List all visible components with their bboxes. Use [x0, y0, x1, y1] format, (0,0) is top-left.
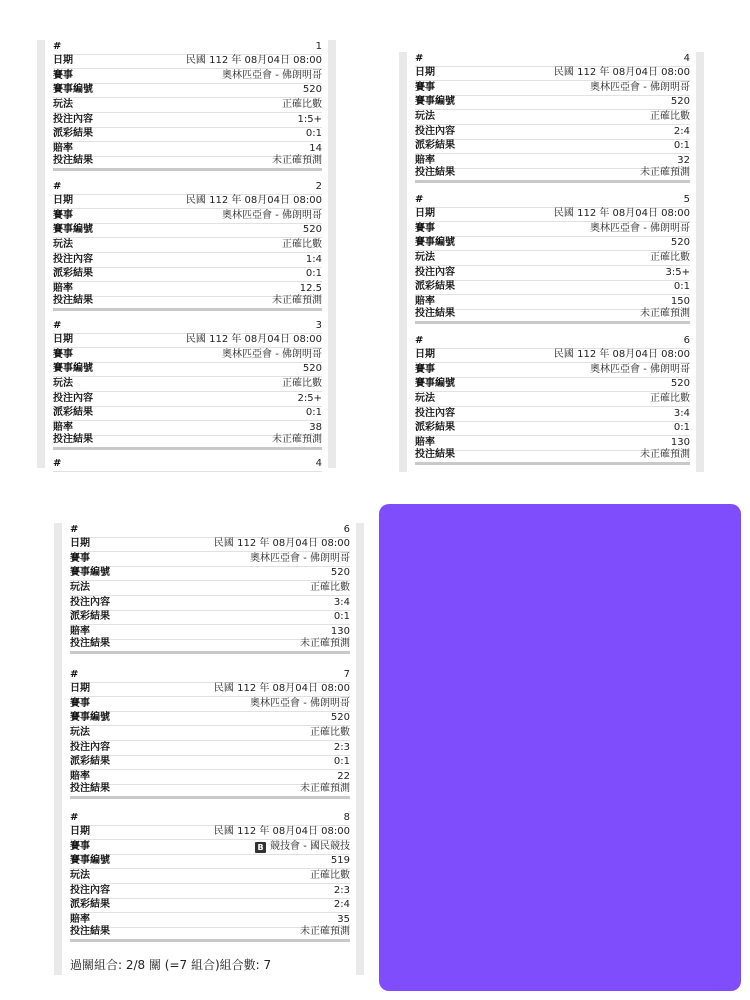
ticket-row-payout-result — [53, 128, 322, 143]
ticket-row-event-id — [70, 855, 350, 870]
row-value: 2:4 — [673, 125, 690, 137]
ticket-card — [70, 811, 350, 942]
ticket-row-payout-result — [70, 899, 350, 914]
ticket-row-index — [53, 40, 322, 55]
screenshot-panel-a — [37, 40, 336, 468]
ticket-row-index — [415, 52, 690, 67]
ticket-row-date — [70, 683, 350, 698]
ticket-row-event — [415, 222, 690, 237]
row-label: 投注內容 — [415, 407, 455, 419]
row-value: 8 — [343, 811, 350, 823]
ticket-row-event — [70, 840, 350, 855]
row-label: 賽事編號 — [53, 84, 93, 96]
ticket-row-event-id — [53, 84, 322, 99]
ticket-card — [70, 668, 350, 799]
ticket-row-bet-result — [53, 297, 322, 312]
row-value: 3 — [315, 319, 322, 331]
row-label: # — [53, 457, 62, 469]
row-label: 日期 — [70, 826, 90, 838]
ticket-row-bet-content — [415, 407, 690, 422]
row-label: 投注結果 — [53, 155, 93, 167]
row-label: 投注內容 — [53, 253, 93, 265]
ticket-row-bet-result — [415, 169, 690, 184]
row-label: 投注內容 — [415, 266, 455, 278]
row-label: 投注結果 — [53, 295, 93, 307]
row-value: 520 — [670, 378, 690, 390]
row-label: 日期 — [70, 683, 90, 695]
row-value: 正確比數 — [650, 110, 690, 122]
row-value: 正確比數 — [650, 392, 690, 404]
ticket-row-index — [70, 811, 350, 826]
row-label: 投注結果 — [415, 449, 455, 461]
ticket-row-bet-result — [415, 310, 690, 325]
row-label: 賽事 — [53, 348, 73, 360]
row-label: 賽事編號 — [53, 224, 93, 236]
ticket-card — [415, 334, 690, 465]
row-label: 派彩結果 — [70, 611, 110, 623]
row-value: 520 — [302, 84, 322, 96]
row-value: 3:4 — [333, 596, 350, 608]
row-value: 0:1 — [673, 422, 690, 434]
row-value: 0:1 — [305, 128, 322, 140]
row-label: 賠率 — [53, 421, 73, 433]
ticket-row-bet-content — [70, 741, 350, 756]
row-label: # — [70, 668, 79, 680]
row-value — [255, 841, 350, 853]
row-label: # — [70, 811, 79, 823]
row-value: 0:1 — [305, 407, 322, 419]
row-label: 玩法 — [70, 581, 90, 593]
purple-panel — [379, 504, 741, 991]
ticket-row-payout-result — [53, 268, 322, 283]
row-label: # — [70, 523, 79, 535]
row-label: 賽事 — [70, 697, 90, 709]
row-value: 520 — [670, 96, 690, 108]
row-label: 日期 — [415, 349, 435, 361]
ticket-row-index — [70, 523, 350, 538]
row-value: 1 — [315, 40, 322, 52]
ticket-row-bet-result — [53, 436, 322, 451]
row-label: 賽事編號 — [70, 712, 110, 724]
ticket-row-date — [415, 349, 690, 364]
row-value: 38 — [309, 421, 322, 433]
row-value: 未正確預測 — [640, 167, 690, 179]
ticket-row-bet-result — [70, 785, 350, 800]
row-label: 賠率 — [53, 142, 73, 154]
row-label: 玩法 — [53, 238, 73, 250]
ticket-row-date — [70, 826, 350, 841]
ticket-row-date — [53, 55, 322, 70]
row-value: 520 — [330, 567, 350, 579]
row-value: 奧林匹亞會 - 佛朗明哥 — [250, 552, 350, 564]
ticket-card — [53, 40, 322, 171]
screenshot-panel-b — [399, 52, 704, 472]
row-value: 519 — [330, 855, 350, 867]
row-label: 日期 — [53, 55, 73, 67]
row-value: 2:4 — [333, 899, 350, 911]
row-label: 日期 — [415, 67, 435, 79]
ticket-row-date — [415, 208, 690, 223]
row-value: 4 — [683, 52, 690, 64]
row-label: 賽事 — [70, 840, 90, 852]
row-value: 民國 112 年 08月04日 08:00 — [213, 826, 350, 838]
ticket-row-payout-result — [415, 140, 690, 155]
row-label: 玩法 — [415, 392, 435, 404]
ticket-row-index — [53, 319, 322, 334]
panel-c-left-edge — [54, 523, 62, 975]
row-value: 未正確預測 — [300, 638, 350, 650]
ticket-row-event-id — [415, 96, 690, 111]
row-value: 奧林匹亞會 - 佛朗明哥 — [222, 69, 322, 81]
row-label: 投注結果 — [70, 783, 110, 795]
ticket-row-event-id — [415, 237, 690, 252]
row-value: 4 — [315, 457, 322, 469]
row-label: 投注內容 — [70, 596, 110, 608]
row-label: 日期 — [415, 208, 435, 220]
ticket-row-play-type — [53, 238, 322, 253]
ticket-row-index — [70, 668, 350, 683]
row-value: 未正確預測 — [300, 783, 350, 795]
row-value: 未正確預測 — [272, 434, 322, 446]
row-value: 5 — [683, 193, 690, 205]
row-value: 3:5+ — [665, 266, 690, 278]
row-label: 賽事 — [415, 222, 435, 234]
row-value: 22 — [337, 770, 350, 782]
row-value: 1:4 — [305, 253, 322, 265]
panel-c-right-edge — [356, 523, 364, 975]
panel-a-left-edge — [37, 40, 45, 468]
row-label: 賠率 — [70, 913, 90, 925]
row-value: 0:1 — [333, 611, 350, 623]
row-value: 3:4 — [673, 407, 690, 419]
row-value: 奧林匹亞會 - 佛朗明哥 — [590, 81, 690, 93]
ticket-row-payout-result — [415, 422, 690, 437]
row-value: 520 — [670, 237, 690, 249]
row-label: 賠率 — [70, 770, 90, 782]
row-label: 派彩結果 — [415, 140, 455, 152]
ticket-row-bet-content — [70, 596, 350, 611]
row-value: 0:1 — [673, 140, 690, 152]
row-value: 民國 112 年 08月04日 08:00 — [185, 334, 322, 346]
ticket-row-event — [53, 69, 322, 84]
row-value: 6 — [343, 523, 350, 535]
row-label: 投注內容 — [53, 392, 93, 404]
row-value: 未正確預測 — [300, 926, 350, 938]
row-label: 投注結果 — [53, 434, 93, 446]
row-label: # — [415, 334, 424, 346]
row-label: 賠率 — [53, 282, 73, 294]
row-label: 玩法 — [70, 869, 90, 881]
ticket-row-event — [53, 209, 322, 224]
ticket-row-play-type — [70, 726, 350, 741]
row-label: 賠率 — [415, 154, 435, 166]
row-label: 玩法 — [53, 377, 73, 389]
row-label: 賠率 — [415, 436, 435, 448]
row-value: 正確比數 — [282, 98, 322, 110]
row-label: 賽事 — [415, 81, 435, 93]
row-value: 未正確預測 — [272, 295, 322, 307]
ticket-card — [415, 52, 690, 183]
ticket-row-bet-result — [70, 640, 350, 655]
row-label: 投注結果 — [70, 926, 110, 938]
ticket-row-bet-content — [415, 125, 690, 140]
row-label: # — [53, 180, 62, 192]
row-label: 玩法 — [415, 251, 435, 263]
ticket-row-date — [415, 67, 690, 82]
row-label: # — [415, 193, 424, 205]
row-value: 未正確預測 — [272, 155, 322, 167]
row-value: 0:1 — [305, 268, 322, 280]
row-label: 派彩結果 — [53, 268, 93, 280]
ticket-row-bet-content — [70, 884, 350, 899]
row-value: 2:3 — [333, 741, 350, 753]
row-label: # — [53, 40, 62, 52]
row-value: 520 — [302, 363, 322, 375]
ticket-row-bet-content — [415, 266, 690, 281]
row-value: 0:1 — [673, 281, 690, 293]
ticket-row-index — [415, 193, 690, 208]
row-value: 1:5+ — [297, 113, 322, 125]
ticket-row-event — [415, 363, 690, 378]
row-value: 520 — [302, 224, 322, 236]
ticket-row-event-id — [53, 363, 322, 378]
row-label: 派彩結果 — [415, 422, 455, 434]
ticket-row-event — [70, 697, 350, 712]
ticket-row-event-id — [70, 567, 350, 582]
row-value: 民國 112 年 08月04日 08:00 — [213, 538, 350, 550]
row-value: 32 — [677, 154, 690, 166]
ticket-card — [53, 319, 322, 450]
ticket-row-index — [415, 334, 690, 349]
ticket-row-bet-content — [53, 113, 322, 128]
row-value: 正確比數 — [282, 238, 322, 250]
ticket-row-event-id — [53, 224, 322, 239]
row-label: 賽事編號 — [70, 855, 110, 867]
row-value: 奧林匹亞會 - 佛朗明哥 — [222, 348, 322, 360]
ticket-row-payout-result — [70, 611, 350, 626]
row-label: 派彩結果 — [70, 899, 110, 911]
ticket-row-bet-result — [415, 451, 690, 466]
ticket-row-play-type — [415, 110, 690, 125]
row-value: 奧林匹亞會 - 佛朗明哥 — [250, 697, 350, 709]
row-value: 7 — [343, 668, 350, 680]
ticket-row-play-type — [415, 251, 690, 266]
row-label: 賽事編號 — [415, 96, 455, 108]
ticket-card — [53, 180, 322, 311]
row-label: 玩法 — [70, 726, 90, 738]
row-value: 0:1 — [333, 756, 350, 768]
row-value: 正確比數 — [282, 377, 322, 389]
ticket-row-date — [53, 334, 322, 349]
row-label: 派彩結果 — [415, 281, 455, 293]
row-value: 未正確預測 — [640, 308, 690, 320]
row-label: 派彩結果 — [53, 128, 93, 140]
ticket-row-payout-result — [70, 756, 350, 771]
ticket-row-payout-result — [53, 407, 322, 422]
ticket-row-play-type — [70, 581, 350, 596]
league-badge-icon: B — [255, 842, 266, 853]
row-value: 14 — [309, 142, 322, 154]
ticket-row-date — [53, 195, 322, 210]
row-value: 35 — [337, 913, 350, 925]
ticket-row-payout-result — [415, 281, 690, 296]
row-value: 130 — [670, 436, 690, 448]
row-label: 賽事編號 — [53, 363, 93, 375]
row-value: 2:3 — [333, 884, 350, 896]
row-label: # — [53, 319, 62, 331]
row-label: # — [415, 52, 424, 64]
row-value: 奧林匹亞會 - 佛朗明哥 — [222, 209, 322, 221]
row-label: 投注內容 — [70, 741, 110, 753]
ticket-row-event — [415, 81, 690, 96]
row-label: 賽事 — [53, 209, 73, 221]
screenshot-panel-c — [54, 523, 364, 975]
row-value: 2:5+ — [297, 392, 322, 404]
row-label: 賽事編號 — [70, 567, 110, 579]
ticket-card — [415, 193, 690, 324]
row-label: 日期 — [70, 538, 90, 550]
row-value: 民國 112 年 08月04日 08:00 — [213, 683, 350, 695]
panel-b-left-edge — [399, 52, 407, 472]
ticket-row-play-type — [53, 98, 322, 113]
ticket-row-event-id — [70, 712, 350, 727]
row-value: 12.5 — [299, 282, 322, 294]
panel-a-right-edge — [328, 40, 336, 468]
row-value: 150 — [670, 295, 690, 307]
row-value: 奧林匹亞會 - 佛朗明哥 — [590, 222, 690, 234]
row-value: 6 — [683, 334, 690, 346]
row-label: 投注結果 — [70, 638, 110, 650]
row-value: 民國 112 年 08月04日 08:00 — [553, 349, 690, 361]
ticket-row-event — [70, 552, 350, 567]
row-value: 正確比數 — [310, 726, 350, 738]
ticket-row-play-type — [415, 392, 690, 407]
row-label: 玩法 — [415, 110, 435, 122]
row-label: 賽事 — [70, 552, 90, 564]
parlay-summary: 過關組合: 2/8 關 (=7 組合)組合數: 7 — [70, 958, 272, 972]
row-label: 投注內容 — [53, 113, 93, 125]
panel-b-right-edge — [696, 52, 704, 472]
row-label: 賠率 — [415, 295, 435, 307]
row-label: 派彩結果 — [70, 756, 110, 768]
ticket-card — [70, 523, 350, 654]
row-value: 正確比數 — [310, 581, 350, 593]
row-label: 賠率 — [70, 625, 90, 637]
ticket-row-bet-result — [70, 928, 350, 943]
row-value: 130 — [330, 625, 350, 637]
event-name: 競技會 - 國民競技 — [270, 840, 350, 852]
ticket-row-play-type — [70, 869, 350, 884]
row-label: 投注內容 — [70, 884, 110, 896]
row-value: 民國 112 年 08月04日 08:00 — [553, 67, 690, 79]
row-value: 正確比數 — [650, 251, 690, 263]
row-value: 民國 112 年 08月04日 08:00 — [185, 195, 322, 207]
ticket-row-index — [53, 457, 322, 472]
ticket-row-event — [53, 348, 322, 363]
row-value: 2 — [315, 180, 322, 192]
ticket-row-event-id — [415, 378, 690, 393]
ticket-row-bet-result — [53, 157, 322, 172]
ticket-row-bet-content — [53, 253, 322, 268]
ticket-row-date — [70, 538, 350, 553]
row-label: 玩法 — [53, 98, 73, 110]
row-label: 派彩結果 — [53, 407, 93, 419]
row-value: 奧林匹亞會 - 佛朗明哥 — [590, 363, 690, 375]
row-value: 民國 112 年 08月04日 08:00 — [553, 208, 690, 220]
ticket-row-index — [53, 180, 322, 195]
row-label: 賽事編號 — [415, 237, 455, 249]
row-label: 投注結果 — [415, 167, 455, 179]
row-label: 日期 — [53, 334, 73, 346]
row-value: 520 — [330, 712, 350, 724]
row-value: 未正確預測 — [640, 449, 690, 461]
row-value: 正確比數 — [310, 869, 350, 881]
ticket-row-bet-content — [53, 392, 322, 407]
row-label: 賽事 — [53, 69, 73, 81]
row-label: 投注內容 — [415, 125, 455, 137]
row-label: 賽事 — [415, 363, 435, 375]
row-label: 賽事編號 — [415, 378, 455, 390]
ticket-card-partial — [53, 457, 322, 472]
row-value: 民國 112 年 08月04日 08:00 — [185, 55, 322, 67]
row-label: 日期 — [53, 195, 73, 207]
ticket-row-play-type — [53, 377, 322, 392]
row-label: 投注結果 — [415, 308, 455, 320]
